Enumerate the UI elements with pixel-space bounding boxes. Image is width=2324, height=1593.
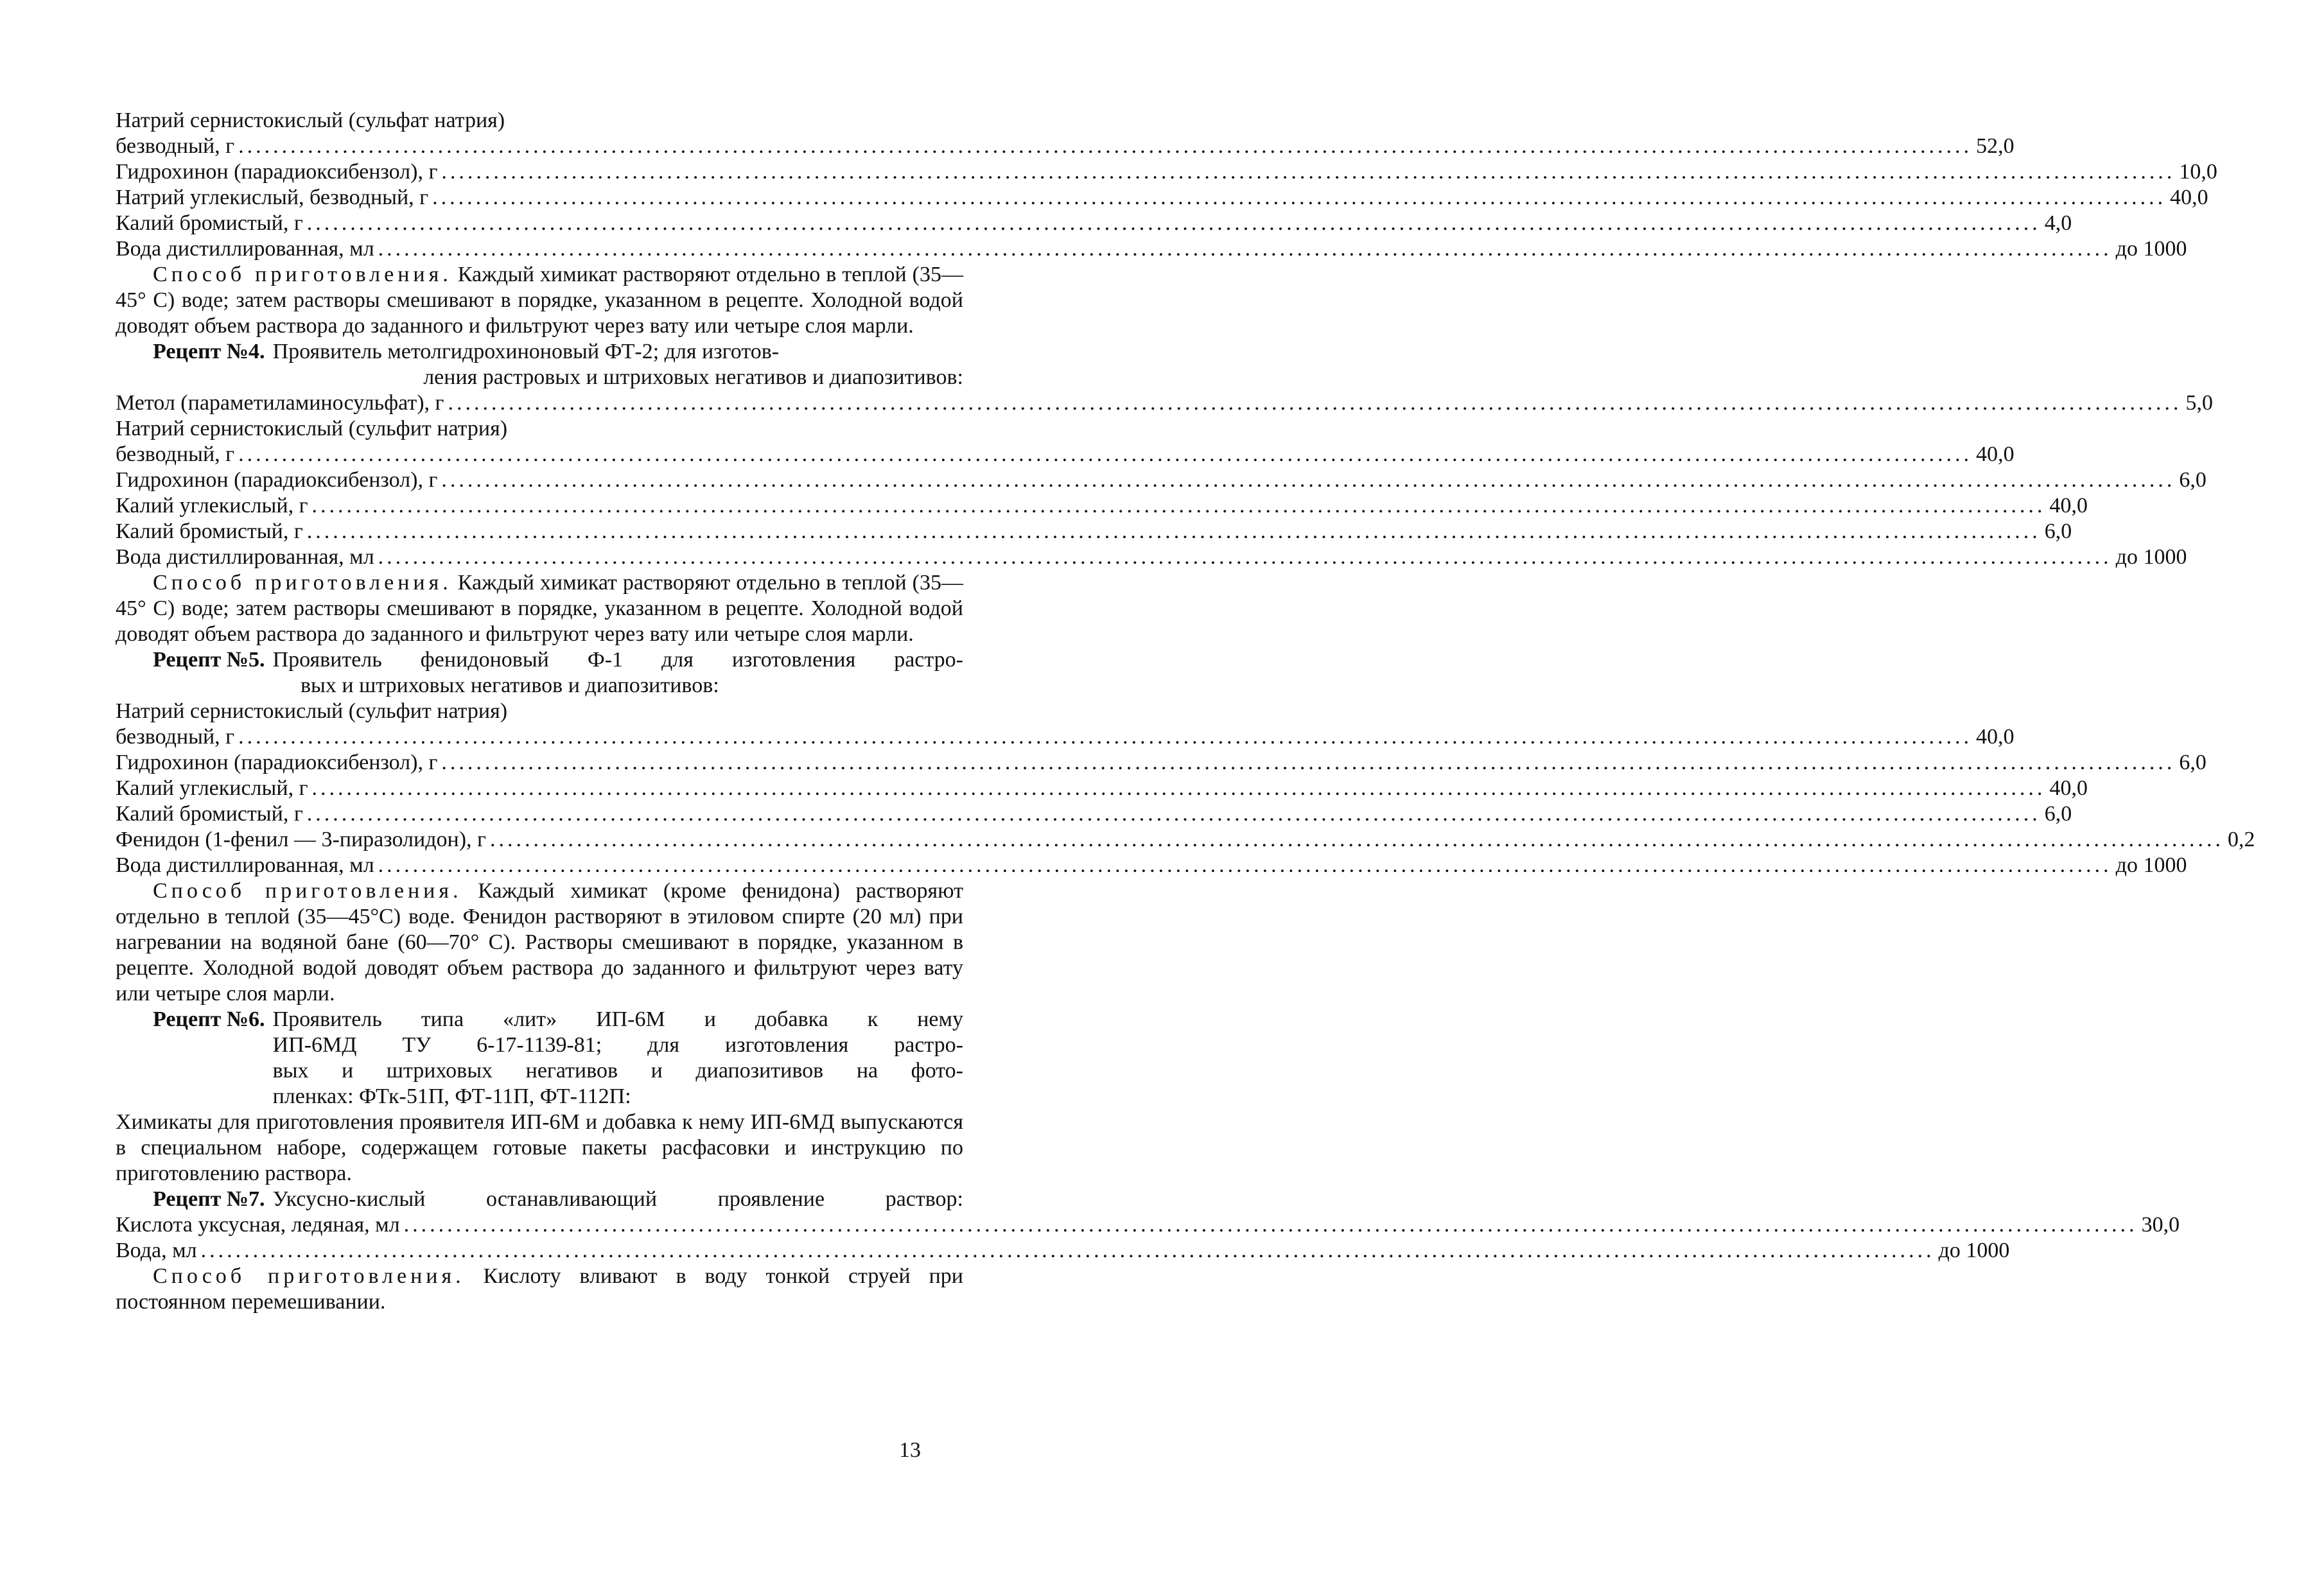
ingredient-row <box>116 236 2187 262</box>
ingredient-amount: до 1000 <box>1938 1239 2010 1262</box>
ingredient-amount: 6,0 <box>2179 468 2206 492</box>
ingredient-list <box>116 1212 2180 1264</box>
ingredient-name: Вода дистиллированная, мл <box>116 853 374 877</box>
recipe-title-line: вых и штриховых негативов и диапозитивов на фото- <box>272 1059 963 1083</box>
dot-leader: ........................................................................................................................................................................................................ <box>378 853 2112 877</box>
recipe-label: Рецепт №5. <box>153 648 265 672</box>
method-text: Каждый химикат (кроме фенидона) растворяют отдельно в теплой (35—45°С) воде. Фенидон растворяют в этиловом спирте (20 мл) при нагревании на водяной бане (60—70° С). Растворы смешивают в порядке, указанном в рецепте. Холодной водой доводят объем раствора до заданного и фильтруют через вату или четыре слоя марли. <box>116 879 963 1005</box>
dot-leader: ........................................................................................................................................................................................................ <box>441 468 2176 492</box>
recipe-label: Рецепт №7. <box>153 1187 265 1211</box>
method-paragraph <box>116 570 963 647</box>
recipe-heading <box>153 647 963 673</box>
ingredient-row <box>116 442 2014 467</box>
ingredient-row <box>116 801 2072 827</box>
ingredient-row <box>116 776 2088 801</box>
dot-leader: ........................................................................................................................................................................................................ <box>403 1213 2138 1237</box>
recipe-heading <box>153 1187 963 1212</box>
recipe-label: Рецепт №6. <box>153 1007 265 1031</box>
ingredient-name: Вода дистиллированная, мл <box>116 545 374 569</box>
ingredient-amount: 4,0 <box>2044 211 2072 235</box>
ingredient-row <box>116 853 2187 878</box>
ingredient-name: Калий бромистый, г <box>116 802 303 826</box>
dot-leader: ........................................................................................................................................................................................................ <box>238 725 1973 749</box>
ingredient-list <box>116 390 2213 416</box>
dot-leader: ........................................................................................................................................................................................................ <box>306 211 2041 235</box>
method-paragraph <box>116 878 963 1007</box>
ingredient-amount: до 1000 <box>2115 237 2187 261</box>
dot-leader: ........................................................................................................................................................................................................ <box>432 186 2167 209</box>
ingredient-intro: Натрий сернистокислый (сульфит натрия) <box>116 417 508 440</box>
ingredient-name: Фенидон (1-фенил — 3-пиразолидон), г <box>116 828 486 851</box>
ingredient-list <box>116 442 2206 570</box>
ingredient-row <box>116 467 2206 493</box>
ingredient-amount: 40,0 <box>1976 725 2014 749</box>
ingredient-amount: 40,0 <box>2170 186 2208 209</box>
ingredient-amount: 6,0 <box>2044 802 2072 826</box>
ingredient-row <box>116 159 2217 185</box>
recipe-title-line: Проявитель фенидоновый Ф-1 для изготовления растро- <box>272 648 963 672</box>
method-lead: Способ приготовления. <box>153 571 452 595</box>
ingredient-name: Гидрохинон (парадиоксибензол), г <box>116 751 438 774</box>
ingredient-amount: 40,0 <box>1976 442 2014 466</box>
recipe-text: Химикаты для приготовления проявителя ИП-6М и добавка к нему ИП-6МД выпускаются в специальном наборе, содержащем готовые пакеты расфасовки и инструкцию по приготовлению раствора. <box>116 1110 963 1185</box>
ingredient-amount: 10,0 <box>2179 160 2217 184</box>
dot-leader: ........................................................................................................................................................................................................ <box>306 519 2041 543</box>
recipe-title-line: Проявитель типа «лит» ИП-6М и добавка к нему <box>272 1007 963 1031</box>
recipe-title-line: вых и штриховых негативов и диапозитивов: <box>301 674 719 697</box>
recipe-title-line: Уксусно-кислый останавливающий проявление раствор: <box>272 1187 963 1211</box>
dot-leader: ........................................................................................................................................................................................................ <box>378 545 2112 569</box>
method-text: Каждый химикат растворяют отдельно в теплой (35—45° С) воде; затем растворы смешивают в порядке, указанном в рецепте. Холодной водой доводят объем раствора до заданного и фильтруют через вату или четыре слоя марли. <box>116 263 963 338</box>
ingredient-name: Калий углекислый, г <box>116 494 308 518</box>
ingredient-amount: до 1000 <box>2115 853 2187 877</box>
recipe-heading <box>153 339 963 365</box>
dot-leader: ........................................................................................................................................................................................................ <box>441 751 2176 774</box>
ingredient-list <box>116 134 2217 262</box>
ingredient-name: Гидрохинон (парадиоксибензол), г <box>116 468 438 492</box>
ingredient-intro: Натрий сернистокислый (сульфат натрия) <box>116 109 505 132</box>
ingredient-name: безводный, г <box>116 725 235 749</box>
dot-leader: ........................................................................................................................................................................................................ <box>378 237 2112 261</box>
dot-leader: ........................................................................................................................................................................................................ <box>448 391 2182 415</box>
ingredient-amount: 5,0 <box>2185 391 2213 415</box>
page-number: 13 <box>899 1438 921 1462</box>
ingredient-row <box>116 544 2187 570</box>
ingredient-amount: 30,0 <box>2141 1213 2180 1237</box>
recipe-title-line: ления растровых и штриховых негативов и диапозитивов: <box>423 365 963 389</box>
ingredient-amount: 40,0 <box>2049 776 2088 800</box>
ingredient-intro: Натрий сернистокислый (сульфит натрия) <box>116 699 508 723</box>
ingredient-amount: 0,2 <box>2227 828 2255 851</box>
ingredient-name: Вода дистиллированная, мл <box>116 237 374 261</box>
ingredient-amount: 6,0 <box>2044 519 2072 543</box>
recipe-title-line: ИП-6МД ТУ 6-17-1139-81; для изготовления растро- <box>272 1033 963 1057</box>
ingredient-row <box>116 390 2213 416</box>
text-column <box>116 108 2255 1315</box>
ingredient-row <box>116 724 2014 750</box>
ingredient-name: Кислота уксусная, ледяная, мл <box>116 1213 400 1237</box>
ingredient-row <box>116 1238 2010 1264</box>
ingredient-amount: 6,0 <box>2179 751 2206 774</box>
dot-leader: ........................................................................................................................................................................................................ <box>311 776 2046 800</box>
method-lead: Способ приготовления. <box>153 879 462 903</box>
recipe-title-line: пленках: ФТк-51П, ФТ-11П, ФТ-112П: <box>272 1084 631 1108</box>
ingredient-amount: 52,0 <box>1976 134 2014 158</box>
method-lead: Способ приготовления. <box>153 1264 465 1288</box>
ingredient-amount: до 1000 <box>2115 545 2187 569</box>
ingredient-row <box>116 211 2072 236</box>
method-paragraph <box>116 262 963 339</box>
recipe-label: Рецепт №4. <box>153 340 265 363</box>
ingredient-amount: 40,0 <box>2049 494 2088 518</box>
method-text: Кислоту вливают в воду тонкой струей при постоянном перемешивании. <box>116 1264 963 1314</box>
ingredient-list <box>116 724 2255 878</box>
ingredient-name: Гидрохинон (парадиоксибензол), г <box>116 160 438 184</box>
method-lead: Способ приготовления. <box>153 263 452 286</box>
ingredient-name: Калий углекислый, г <box>116 776 308 800</box>
ingredient-row <box>116 185 2208 211</box>
dot-leader: ........................................................................................................................................................................................................ <box>311 494 2046 518</box>
ingredient-row <box>116 827 2255 853</box>
dot-leader: ........................................................................................................................................................................................................ <box>238 134 1973 158</box>
method-paragraph <box>116 1264 963 1315</box>
ingredient-name: Калий бромистый, г <box>116 211 303 235</box>
ingredient-row <box>116 134 2014 159</box>
ingredient-row <box>116 750 2206 776</box>
method-text: Каждый химикат растворяют отдельно в теплой (35—45° С) воде; затем растворы смешивают в порядке, указанном в рецепте. Холодной водой доводят объем раствора до заданного и фильтруют через вату или четыре слоя марли. <box>116 571 963 646</box>
ingredient-name: Калий бромистый, г <box>116 519 303 543</box>
ingredient-name: Натрий углекислый, безводный, г <box>116 186 429 209</box>
ingredient-name: безводный, г <box>116 442 235 466</box>
dot-leader: ........................................................................................................................................................................................................ <box>238 442 1973 466</box>
recipe-title-line: Проявитель метолгидрохиноновый ФТ-2; для изготов- <box>272 340 780 363</box>
recipe-heading <box>153 1007 963 1110</box>
dot-leader: ........................................................................................................................................................................................................ <box>306 802 2041 826</box>
ingredient-name: Вода, мл <box>116 1239 197 1262</box>
dot-leader: ........................................................................................................................................................................................................ <box>200 1239 1935 1262</box>
ingredient-name: Метол (параметиламиносульфат), г <box>116 391 444 415</box>
ingredient-row <box>116 519 2072 544</box>
ingredient-name: безводный, г <box>116 134 235 158</box>
dot-leader: ........................................................................................................................................................................................................ <box>489 828 2224 851</box>
dot-leader: ........................................................................................................................................................................................................ <box>441 160 2176 184</box>
ingredient-row <box>116 493 2088 519</box>
ingredient-row <box>116 1212 2180 1238</box>
